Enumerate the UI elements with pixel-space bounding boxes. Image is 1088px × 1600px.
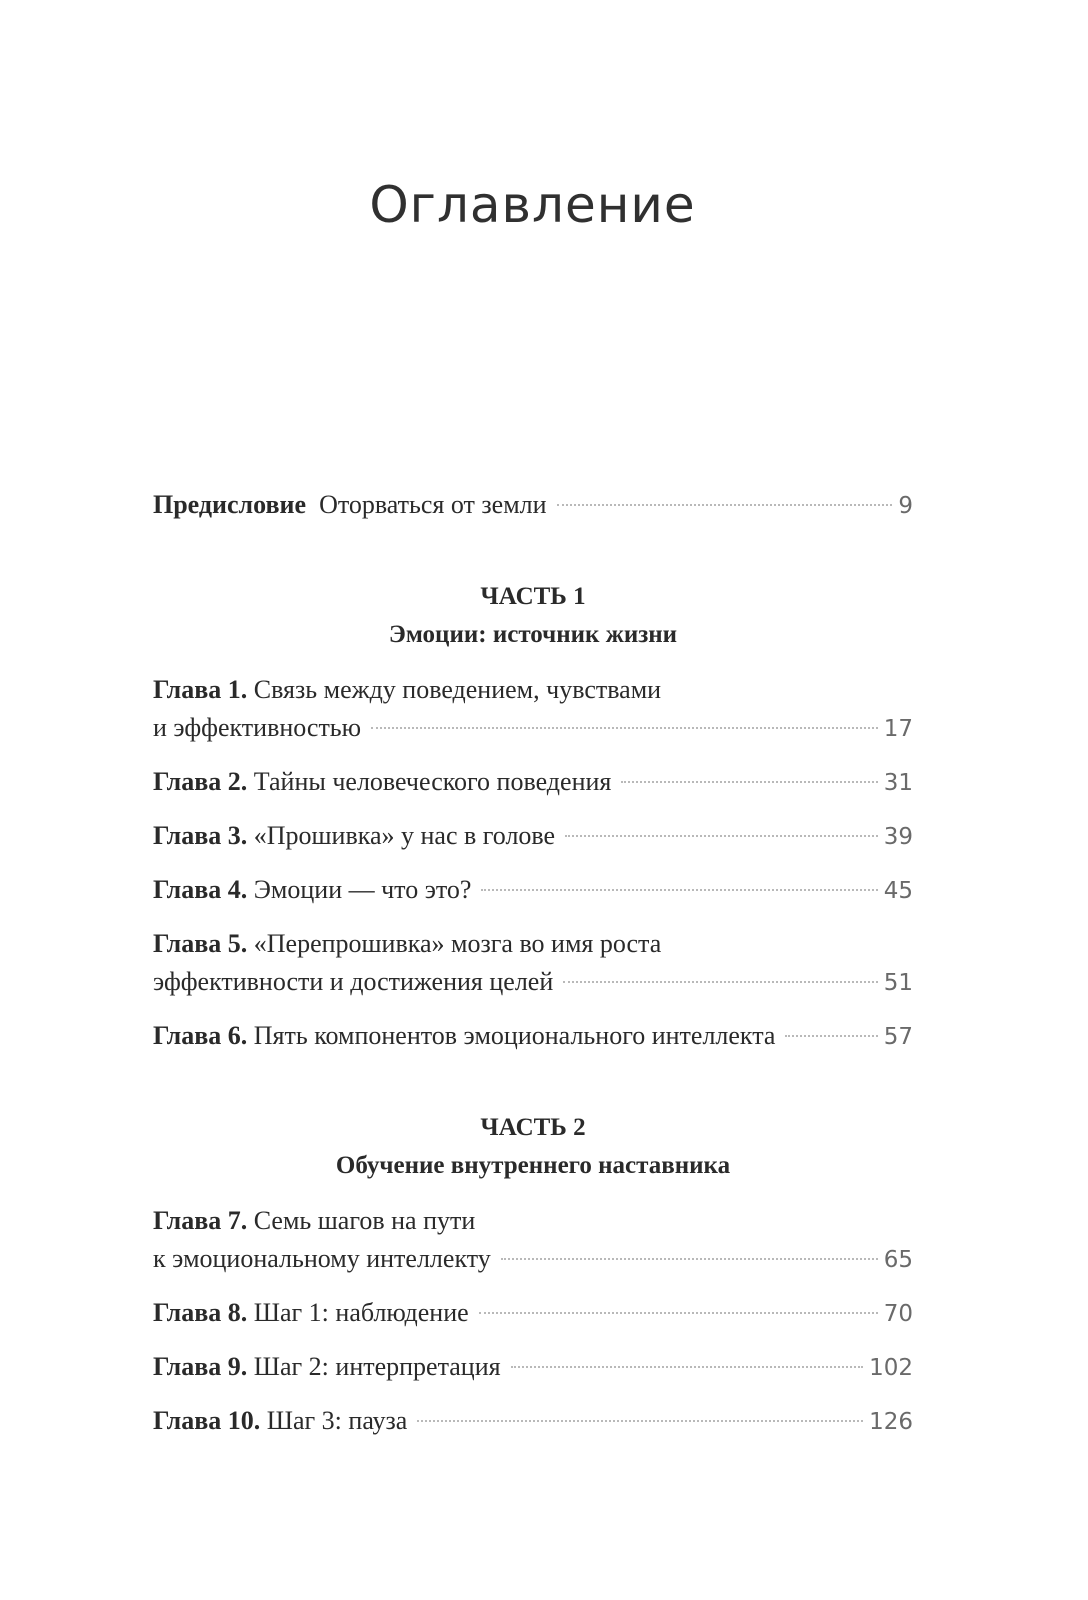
dot-leader — [621, 781, 877, 783]
part-number: ЧАСТЬ 1 — [480, 583, 586, 610]
entry-title: Тайны человеческого поведения — [253, 767, 612, 796]
entry-title: Пять компонентов эмоционального интеллекта — [253, 1021, 776, 1050]
toc-entry-chapter-2[interactable] — [153, 763, 913, 801]
toc-entry-chapter-4[interactable] — [153, 871, 913, 909]
entry-title-cont: к эмоциональному интеллекту — [153, 1244, 491, 1273]
dot-leader — [565, 835, 878, 837]
toc-entry-chapter-5-cont[interactable] — [153, 963, 913, 1001]
page-number: 17 — [883, 716, 913, 742]
entry-label: Глава 9. — [153, 1352, 248, 1381]
entry-label: Глава 2. — [153, 767, 248, 796]
toc-entry-chapter-7-cont[interactable] — [153, 1240, 913, 1278]
entry-title: Шаг 2: интерпретация — [253, 1352, 501, 1381]
page-number: 102 — [869, 1355, 913, 1381]
entry-title: «Перепрошивка» мозга во имя роста — [253, 929, 662, 958]
dot-leader — [479, 1312, 878, 1314]
entry-label: Глава 7. — [153, 1206, 248, 1235]
toc-entry-chapter-7[interactable] — [153, 1202, 913, 1240]
entry-label: Глава 5. — [153, 929, 248, 958]
entry-title: Шаг 1: наблюдение — [253, 1298, 469, 1327]
entry-label: Глава 10. — [153, 1406, 261, 1435]
page-number: 65 — [883, 1247, 913, 1273]
entry-label: Глава 3. — [153, 821, 248, 850]
entry-title: Эмоции — что это? — [253, 875, 472, 904]
dot-leader — [557, 504, 893, 506]
toc-entry-chapter-5[interactable] — [153, 925, 913, 963]
dot-leader — [785, 1035, 877, 1037]
toc-entry-chapter-10[interactable] — [153, 1402, 913, 1440]
entry-title-cont: эффективности и достижения целей — [153, 967, 554, 996]
entry-label: Глава 6. — [153, 1021, 248, 1050]
entry-label: Предисловие — [153, 490, 307, 519]
entry-label: Глава 4. — [153, 875, 248, 904]
dot-leader — [417, 1420, 863, 1422]
page-number: 9 — [898, 493, 913, 519]
entry-title: Оторваться от земли — [319, 490, 547, 519]
toc-entry-chapter-8[interactable] — [153, 1294, 913, 1332]
page-number: 39 — [883, 824, 913, 850]
toc-entry-chapter-6[interactable] — [153, 1017, 913, 1055]
page-number: 45 — [883, 878, 913, 904]
entry-title: Шаг 3: пауза — [266, 1406, 408, 1435]
toc-entry-chapter-3[interactable] — [153, 817, 913, 855]
part-number: ЧАСТЬ 2 — [480, 1114, 586, 1141]
page-number: 57 — [883, 1024, 913, 1050]
page-title: Оглавление — [369, 176, 696, 234]
part-title: Эмоции: источник жизни — [388, 621, 678, 648]
entry-title-cont: и эффективностью — [153, 713, 362, 742]
toc-entry-chapter-1[interactable] — [153, 671, 913, 709]
toc-entry-chapter-9[interactable] — [153, 1348, 913, 1386]
page-number: 51 — [883, 970, 913, 996]
page-number: 70 — [883, 1301, 913, 1327]
dot-leader — [371, 727, 878, 729]
entry-title: «Прошивка» у нас в голове — [253, 821, 556, 850]
entry-title: Связь между поведением, чувствами — [253, 675, 662, 704]
entry-label: Глава 1. — [153, 675, 248, 704]
entry-title: Семь шагов на пути — [253, 1206, 476, 1235]
dot-leader — [481, 889, 877, 891]
dot-leader — [511, 1366, 863, 1368]
part-title: Обучение внутреннего наставника — [335, 1152, 731, 1179]
page-number: 31 — [883, 770, 913, 796]
dot-leader — [501, 1258, 878, 1260]
page-number: 126 — [869, 1409, 913, 1435]
toc-entry-chapter-1-cont[interactable] — [153, 709, 913, 747]
dot-leader — [563, 981, 877, 983]
entry-label: Глава 8. — [153, 1298, 248, 1327]
toc-entry-preface[interactable] — [153, 486, 913, 524]
